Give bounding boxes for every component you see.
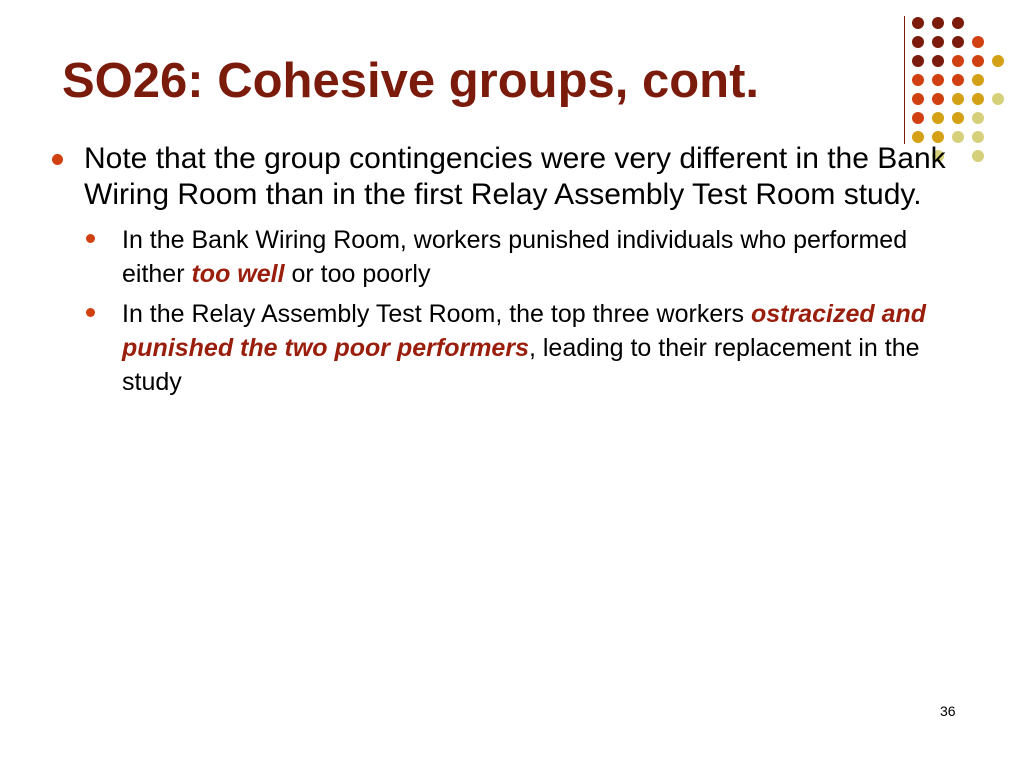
decor-dot	[952, 17, 964, 29]
decor-dot	[932, 17, 944, 29]
decor-dot	[972, 112, 984, 124]
decor-dot	[952, 55, 964, 67]
sub-bullet-text: , leading to their replacement in the study	[122, 334, 920, 396]
decor-dot	[912, 17, 924, 29]
decor-dot	[972, 36, 984, 48]
decorative-vertical-line	[904, 16, 905, 144]
decor-dot	[992, 55, 1004, 67]
decor-dot	[952, 74, 964, 86]
decor-dot	[972, 131, 984, 143]
decor-dot	[912, 93, 924, 105]
decor-dot	[932, 36, 944, 48]
decor-dot	[912, 55, 924, 67]
sub-bullet	[48, 223, 958, 291]
decor-dot	[972, 55, 984, 67]
decor-dot	[992, 93, 1004, 105]
emphasis-text: too well	[191, 260, 285, 288]
bullet-level1	[48, 141, 958, 213]
bullet-dot-icon	[86, 234, 95, 243]
decor-dot	[932, 55, 944, 67]
slide-title: SO26: Cohesive groups, cont.	[62, 54, 760, 108]
decor-dot	[952, 36, 964, 48]
decor-dot	[972, 74, 984, 86]
decor-dot	[932, 74, 944, 86]
decor-dot	[932, 93, 944, 105]
page-number: 36	[940, 703, 956, 719]
decor-dot	[952, 112, 964, 124]
sub-bullet-text: or too poorly	[284, 260, 431, 288]
decor-dot	[932, 112, 944, 124]
emphasis-text: ostracized and punished the two poor performers	[122, 300, 927, 362]
sub-bullet-text: In the Relay Assembly Test Room, the top three workers	[122, 300, 751, 328]
decor-dot	[972, 150, 984, 162]
bullet-dot-icon	[52, 154, 63, 165]
decor-dot	[912, 112, 924, 124]
sub-bullet	[48, 297, 958, 399]
slide-body	[48, 141, 958, 399]
decor-dot	[952, 93, 964, 105]
decor-dot	[972, 93, 984, 105]
decor-dot	[912, 74, 924, 86]
decor-dot	[912, 36, 924, 48]
sub-bullet-text: In the Bank Wiring Room, workers punished individuals who performed either	[122, 226, 908, 288]
bullet-dot-icon	[86, 308, 95, 317]
bullet-text: Note that the group contingencies were very different in the Bank Wiring Room than in the first Relay Assembly Test Room study.	[84, 142, 946, 211]
